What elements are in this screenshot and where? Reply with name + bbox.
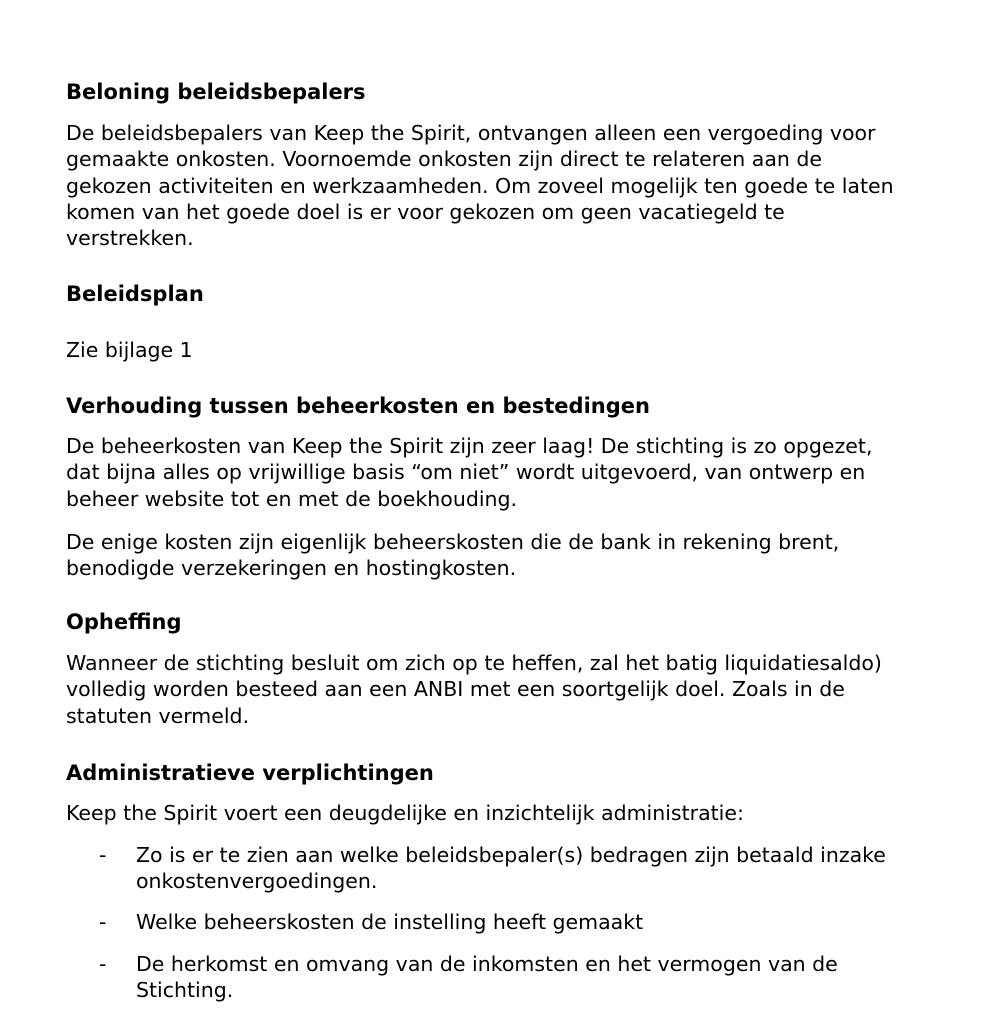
heading-opheffing: Opheffing <box>66 610 182 634</box>
heading-administratieve-verplichtingen: Administratieve verplichtingen <box>66 761 434 785</box>
paragraph-verhouding-1: De beheerkosten van Keep the Spirit zijn zeer laag! De stichting is zo opgezet, dat bijna alles op vrijwillige basis “om niet” wordt uitgevoerd, van ontwerp en beheer website tot en met de boekhouding. <box>66 434 873 511</box>
paragraph-verhouding-2: De enige kosten zijn eigenlijk beheerskosten die de bank in rekening brent, benodigde verzekeringen en hostingkosten. <box>66 530 840 581</box>
list-item-text: De herkomst en omvang van de inkomsten en het vermogen van de Stichting. <box>136 952 838 1003</box>
heading-beleidsplan: Beleidsplan <box>66 282 204 306</box>
list-item-text: Welke beheerskosten de instelling heeft gemaakt <box>136 910 644 934</box>
heading-beloning-beleidsbepalers: Beloning beleidsbepalers <box>66 80 366 104</box>
list-bullet: - <box>99 910 107 934</box>
paragraph-beloning: De beleidsbepalers van Keep the Spirit, ontvangen alleen een vergoeding voor gemaakte onkosten. Voornoemde onkosten zijn direct te relateren aan de gekozen activiteiten en werkzaamheden. Om zoveel mogelijk ten goede te laten komen van het goede doel is er voor gekozen om geen vacatiegeld te verstrekken. <box>66 121 894 251</box>
list-bullet: - <box>99 843 107 867</box>
paragraph-opheffing: Wanneer de stichting besluit om zich op te heffen, zal het batig liquidatiesaldo) volledig worden besteed aan een ANBI met een soortgelijk doel. Zoals in de statuten vermeld. <box>66 651 882 728</box>
paragraph-beleidsplan: Zie bijlage 1 <box>66 338 193 362</box>
paragraph-administratie: Keep the Spirit voert een deugdelijke en inzichtelijk administratie: <box>66 801 744 825</box>
list-item-text: Zo is er te zien aan welke beleidsbepaler(s) bedragen zijn betaald inzake onkostenvergoedingen. <box>136 843 886 894</box>
heading-verhouding: Verhouding tussen beheerkosten en bestedingen <box>66 394 650 418</box>
list-bullet: - <box>99 952 107 976</box>
